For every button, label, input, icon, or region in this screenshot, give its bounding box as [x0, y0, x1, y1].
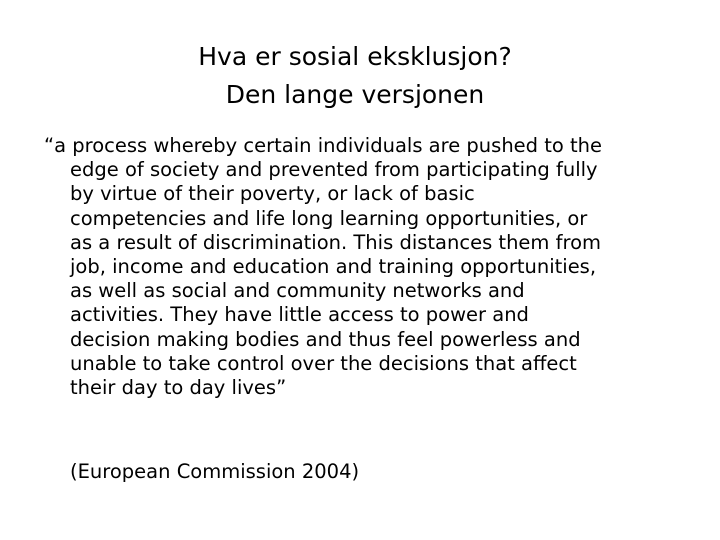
citation: (European Commission 2004)	[70, 460, 360, 483]
slide-title	[0, 38, 710, 114]
title-line-2: Den lange versjonen	[225, 80, 485, 109]
quote-line: job, income and education and training opportunities,	[70, 255, 597, 279]
quote-line: competencies and life long learning opportunities, or	[70, 206, 588, 230]
quote-line: unable to take control over the decisions that affect	[70, 351, 577, 375]
quote-line: their day to day lives”	[70, 376, 287, 400]
quote-line: by virtue of their poverty, or lack of basic	[70, 182, 475, 206]
title-line-1: Hva er sosial eksklusjon?	[198, 42, 512, 71]
quote-block	[44, 134, 692, 400]
quote-line: activities. They have little access to power and	[70, 303, 529, 327]
quote-line: as a result of discrimination. This distances them from	[70, 230, 602, 254]
quote-line: “a process whereby certain individuals are pushed to the	[44, 134, 603, 157]
quote-line: edge of society and prevented from participating fully	[70, 158, 598, 182]
quote-line: as well as social and community networks and	[70, 279, 525, 303]
quote-line: decision making bodies and thus feel powerless and	[70, 327, 581, 351]
